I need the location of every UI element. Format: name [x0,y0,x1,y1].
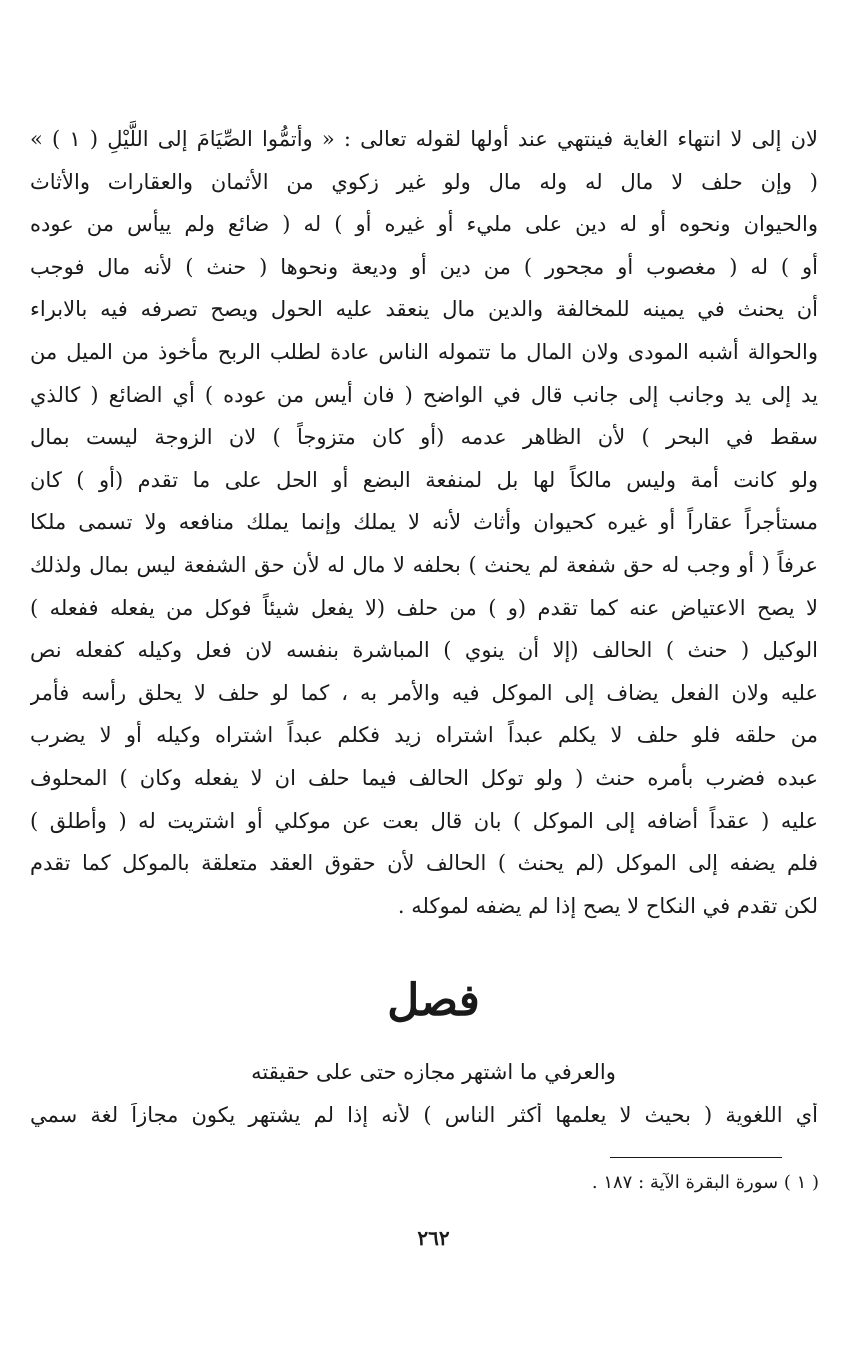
text-line: والحيوان ونحوه أو له دين على مليء أو غيره أو ) له ( ضائع ولم ييأس من عوده [30,212,818,237]
text-line: الوكيل ( حنث ) الحالف (إلا أن ينوي ) المباشرة بنفسه لان فعل وكيله كفعله نص [30,638,818,663]
text-line: لا يصح الاعتياض عنه كما تقدم (و ) من حلف (لا يفعل شيئاً فوكل من يفعله ففعله ) [30,595,818,620]
text-line: سقط في البحر ) لأن الظاهر عدمه (أو كان متزوجاً ) لان الزوجة ليست بمال [30,425,818,450]
text-line: عليه ولان الفعل يضاف إلى الموكل فيه والأمر به ، كما لو حلف لا يحلق رأسه فأمر [30,680,818,705]
text-line: من حلقه فلو حلف لا يكلم عبداً اشتراه زيد فكلم عبداً اشتراه وكيله أو لا يضرب [30,723,818,748]
text-line-last: لكن تقدم في النكاح لا يصح إذا لم يضفه لموكله . [397,893,818,918]
text-line: ( وإن حلف لا مال له وله مال ولو غير زكوي من الأثمان والعقارات والأثاث [30,169,818,194]
text-line: مستأجراً عقاراً أو غيره كحيوان وأثاث لأنه لا يملك وإنما يملك منافعه ولا تسمى ملكا [30,510,818,535]
footnote: ( ١ ) سورة البقرة الآية : ١٨٧ . [591,1172,819,1193]
text-line: عبده فضرب بأمره حنث ( ولو توكل الحالف فيما حلف ان لا يفعله وكان ) المحلوف [30,765,818,790]
text-line: أو ) له ( مغصوب أو مجحور ) من دين أو وديعة ونحوها ( حنث ) لأنه مال فوجب [30,254,818,279]
text-line: أن يحنث في يمينه للمخالفة والدين مال ينعقد عليه الحول ويصح تصرفه فيه بالابراء [30,297,818,322]
text-line: عرفاً ( أو وجب له حق شفعة لم يحنث ) بحلفه لا مال له لأن حق الشفعة ليس بمال ولذلك [30,552,818,577]
section-definition-line: والعرفي ما اشتهر مجازه حتى على حقيقته [251,1060,616,1084]
text-line: ولو كانت أمة وليس مالكاً لها بل لمنفعة البضع أو الحل على ما تقدم (أو ) كان [30,467,818,492]
page-number: ٢٦٢ [417,1226,450,1250]
paragraph-line: أي اللغوية ( بحيث لا يعلمها أكثر الناس ) لأنه إذا لم يشتهر يكون مجازاً لغة سمي [30,1103,818,1127]
footnote-divider [610,1157,782,1158]
text-line: يد إلى يد وجانب إلى جانب قال في الواضح ( فان أيس من عوده ) أي الضائع ( كالذي [30,382,818,407]
text-line: عليه ( عقداً أضافه إلى الموكل ) بان قال بعت عن موكلي أو اشتريت له ( وأطلق ) [30,808,818,833]
main-text-block [30,118,818,927]
text-line: لان إلى لا انتهاء الغاية فينتهي عند أولها لقوله تعالى : « وأتمُّوا الصِّيَامَ إلى اللَّيْلِ ( ١ ) » [30,127,818,151]
text-line: فلم يضفه إلى الموكل (لم يحنث ) الحالف لأن حقوق العقد متعلقة بالموكل كما تقدم [30,851,818,876]
section-heading: فصل [387,975,480,1026]
text-line: والحوالة أشبه المودى ولان المال ما تتموله الناس عادة لطلب الربح مأخوذ من الميل من [30,339,818,364]
